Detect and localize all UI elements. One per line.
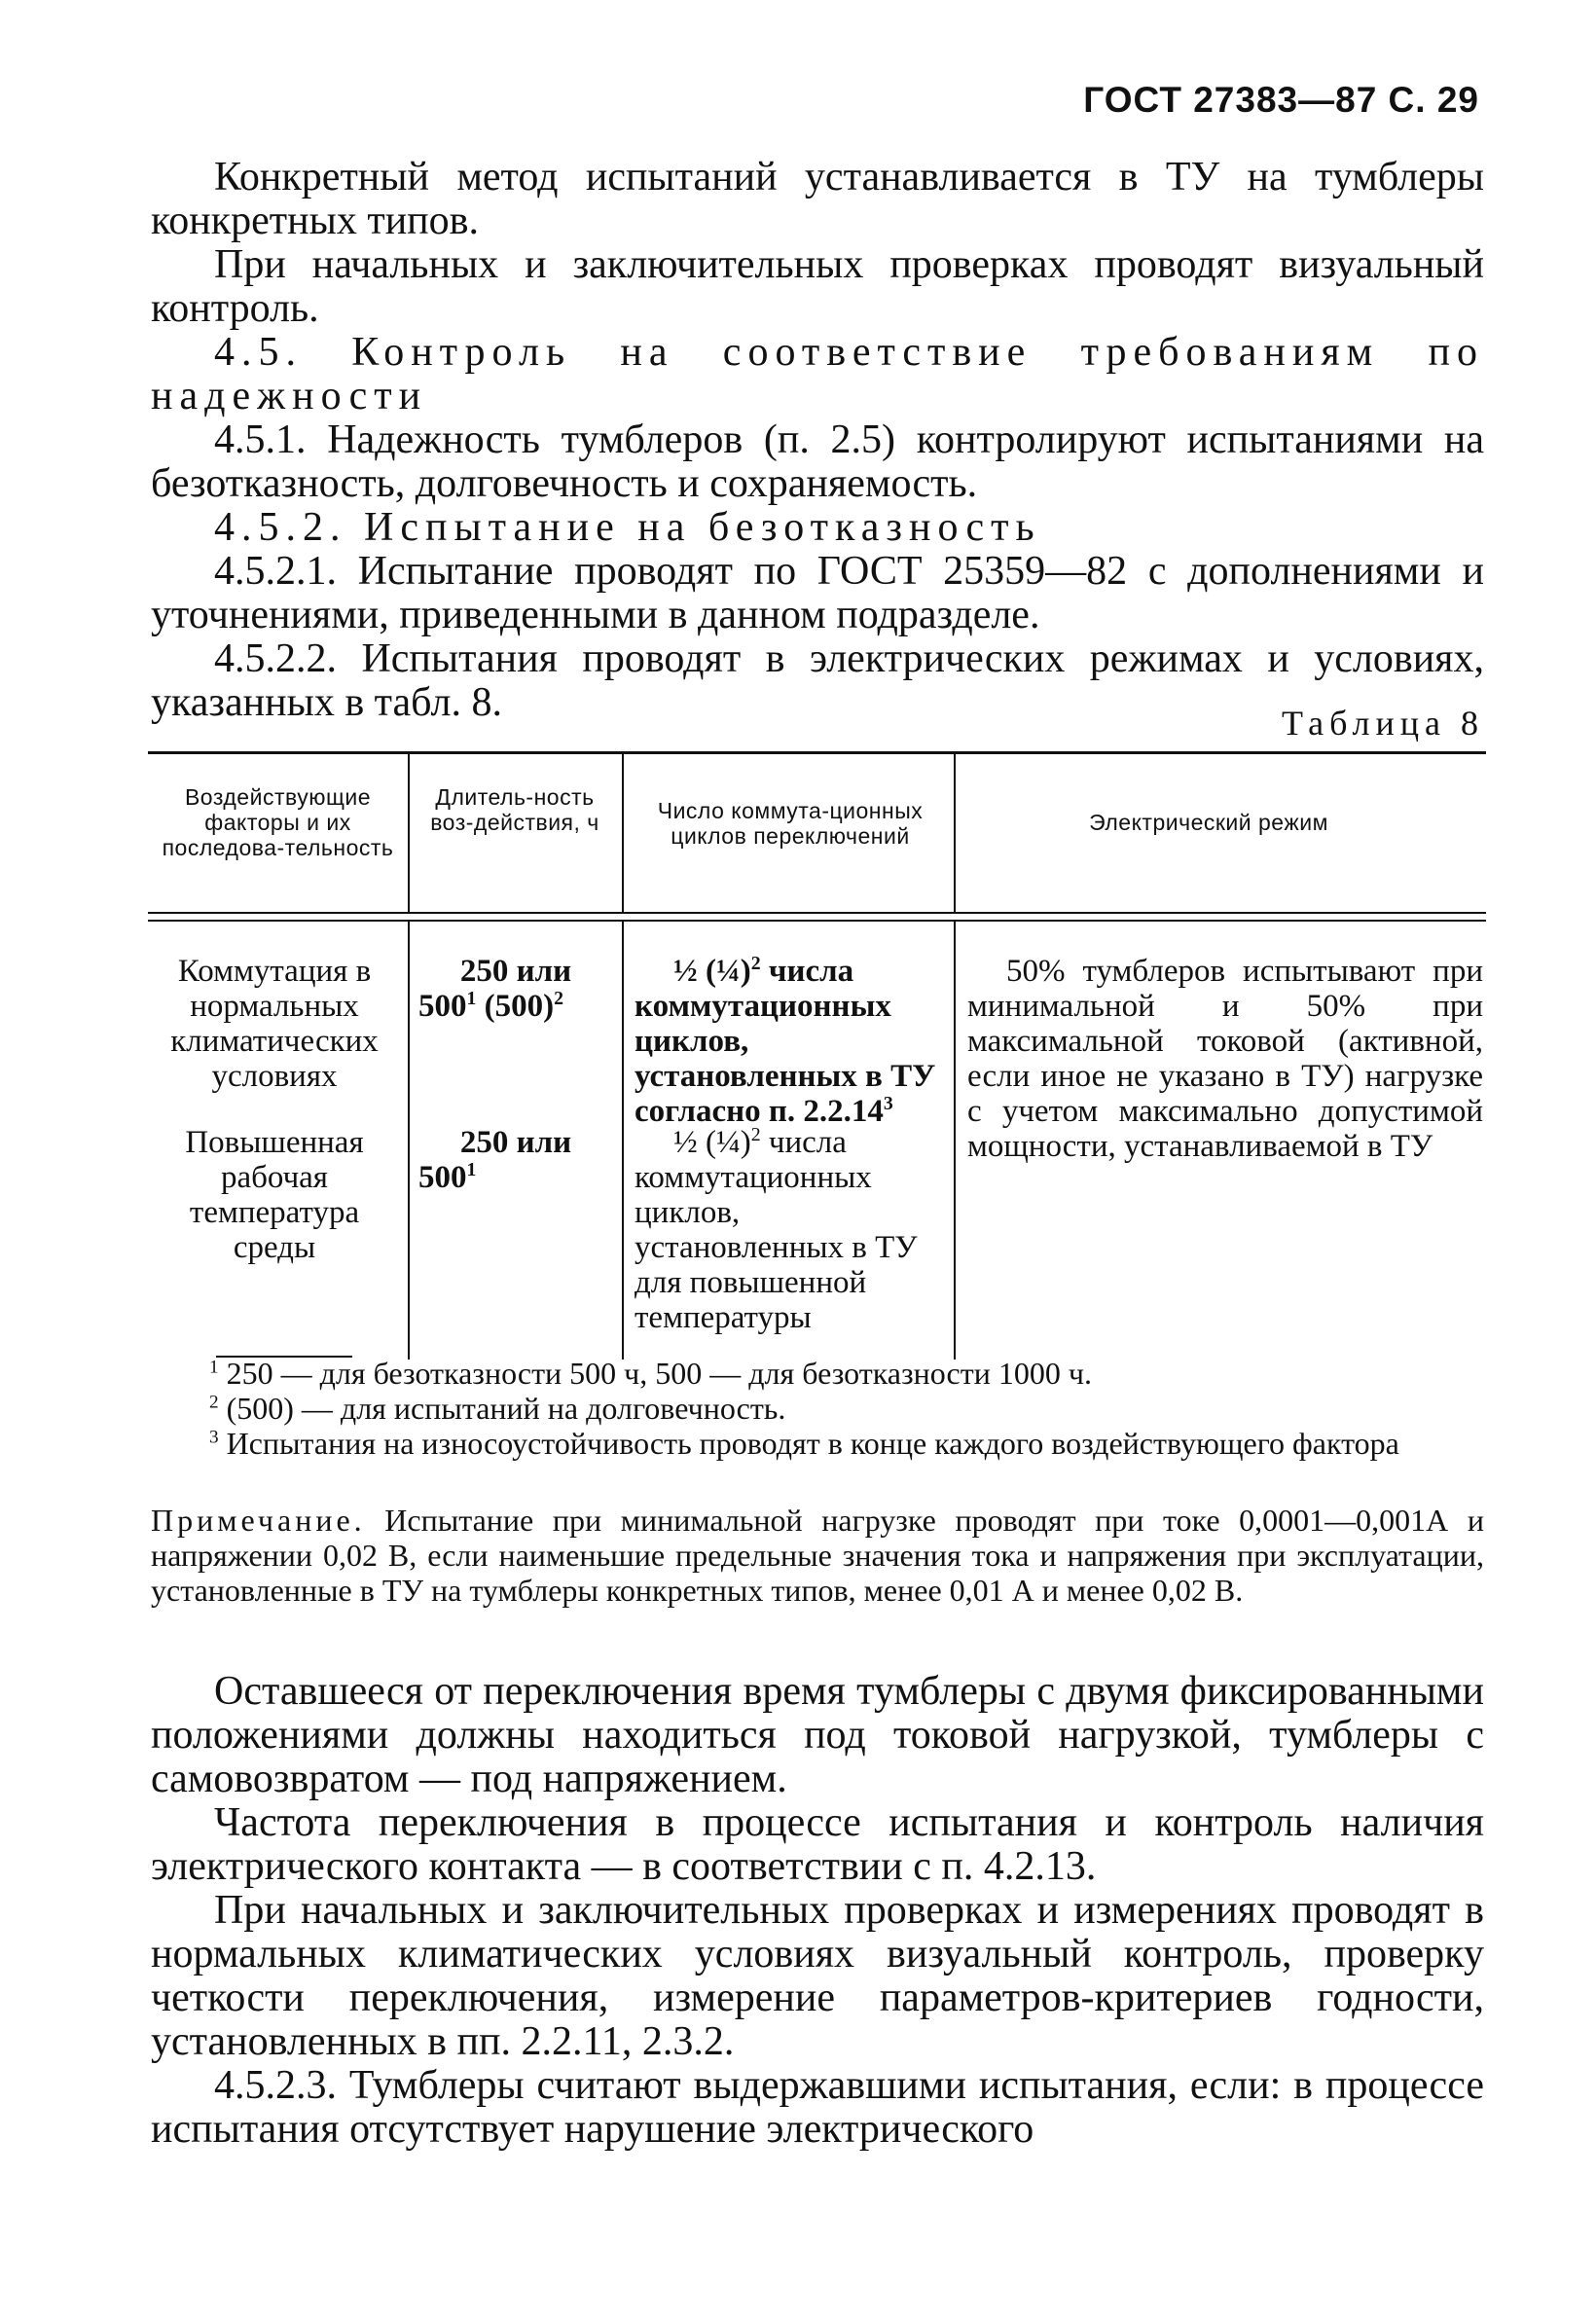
section-4-5-2-1: 4.5.2.1. Испытание проводят по ГОСТ 25359—82 с дополнениями и уточнениями, приведенными в данном подразделе.	[151, 549, 1484, 637]
col-divider-1-head	[408, 751, 410, 912]
header-duration: Длитель-ность воз-действия, ч	[430, 784, 599, 835]
footnote-3-text: Испытания на износоустойчивость проводят в конце каждого воздействующего фактора	[218, 1426, 1399, 1461]
footnote-1-num: 1	[209, 1357, 219, 1378]
row2-cycles-text: числа коммутационных циклов, установленных в ТУ для повышенной температуры	[635, 1125, 918, 1335]
header-cycles: Число коммута-ционных циклов переключений	[657, 798, 924, 849]
paragraph-initial-checks: При начальных и заключительных проверках и измерениях проводят в нормальных климатических условиях визуальный контроль, проверку четкости переключения, измерение параметров-критериев годности, установленных в пп. 2.2.11, 2.3.2.	[151, 1888, 1484, 2064]
paragraph-method: Конкретный метод испытаний устанавливается в ТУ на тумблеры конкретных типов.	[151, 155, 1484, 243]
section-4-5-title: 4.5. Контроль на соответствие требованиям по надежности	[151, 330, 1484, 418]
header-factors: Воздействующие факторы и их последова-тельность	[162, 784, 394, 860]
note-text: Испытание при минимальной нагрузке проводят при токе 0,0001—0,001А и напряжении 0,02 В, если наименьшие предельные значения тока и напряжения при эксплуатации, установленные в ТУ на тумблеры конкретных типов, менее 0,01 А и менее 0,02 В.	[151, 1503, 1484, 1608]
row2-duration-sup1: 1	[466, 1159, 477, 1180]
row2-duration	[418, 1125, 613, 1195]
footnote-2-num: 2	[209, 1392, 219, 1413]
row2-cycles	[635, 1125, 946, 1335]
table-header-rule-1	[148, 912, 1486, 914]
col-divider-3-head	[954, 751, 956, 912]
row2-cycles-sup: 2	[750, 1124, 761, 1145]
footnote-1	[151, 1356, 1484, 1391]
intro-text	[151, 156, 1484, 725]
row1-duration-b	[418, 989, 613, 1024]
header-mode: Электрический режим	[1089, 810, 1328, 835]
footnote-2-text: (500) — для испытаний на долговечность.	[218, 1391, 786, 1426]
col-divider-2	[622, 922, 624, 1360]
note-paragraph	[151, 1503, 1484, 1608]
row1-factor: Коммутация в нормальных климатических условиях	[170, 954, 379, 1094]
row2-duration-b	[418, 1160, 613, 1195]
row1-mode: 50% тумблеров испытывают при минимальной и 50% при максимальной токовой (активной, если иное не указано в ТУ) нагрузке с учетом максимально допустимой мощности, устанавливаемой в ТУ	[967, 954, 1483, 1164]
row2-duration-500: 500	[418, 1160, 467, 1195]
footnote-1-text: 250 — для безотказности 500 ч, 500 — для безотказности 1000 ч.	[218, 1356, 1092, 1391]
row2-cycles-frac: ½ (¼)	[673, 1125, 751, 1160]
row2-factor: Повышенная рабочая температура среды	[185, 1125, 364, 1265]
footnote-3-num: 3	[209, 1427, 219, 1448]
note-label: Примечание.	[151, 1503, 366, 1538]
section-4-5-2-2: 4.5.2.2. Испытания проводят в электрических режимах и условиях, указанных в табл. 8.	[151, 636, 1484, 725]
paragraph-checks: При начальных и заключительных проверках проводят визуальный контроль.	[151, 242, 1484, 331]
row1-duration	[418, 954, 613, 1024]
row1-duration-sup1: 1	[466, 988, 477, 1009]
row1-cycles-sup: 2	[750, 953, 761, 974]
row1-cycles-text: числа коммутационных циклов, установленных в ТУ согласно п. 2.2.14	[635, 954, 936, 1129]
row1-duration-500: 500	[418, 989, 467, 1024]
paragraph-remaining-time: Оставшееся от переключения время тумблеры с двумя фиксированными положениями должны находиться под токовой нагрузкой, тумблеры с самовозвратом — под напряжением.	[151, 1669, 1484, 1801]
row2-duration-a: 250 или	[459, 1125, 572, 1160]
closing-text	[151, 1670, 1484, 2152]
section-4-5-2-3: 4.5.2.3. Тумблеры считают выдержавшими испытания, если: в процессе испытания отсутствует нарушение электрического	[151, 2063, 1484, 2152]
paragraph-frequency: Частота переключения в процессе испытания и контроль наличия электрического контакта — в соответствии с п. 4.2.13.	[151, 1800, 1484, 1889]
table-header-rule-2	[148, 920, 1486, 922]
row1-duration-a: 250 или	[459, 954, 572, 989]
col-divider-1	[408, 922, 410, 1360]
footnote-2	[151, 1391, 1484, 1426]
col-divider-3	[954, 922, 956, 1360]
section-4-5-1: 4.5.1. Надежность тумблеров (п. 2.5) контролируют испытаниями на безотказность, долговечность и сохраняемость.	[151, 417, 1484, 506]
page-header: ГОСТ 27383—87 С. 29	[1083, 80, 1479, 120]
row1-cycles	[635, 954, 946, 1129]
row1-cycles-frac: ½ (¼)	[673, 954, 751, 989]
col-divider-2-head	[622, 751, 624, 912]
footnote-3	[151, 1426, 1484, 1461]
row1-cycles-sup2: 3	[883, 1093, 893, 1114]
table-caption: Таблица 8	[1282, 704, 1484, 743]
row1-duration-sup2: 2	[554, 988, 564, 1009]
row1-duration-c: (500)	[476, 989, 555, 1024]
section-4-5-2-title: 4.5.2. Испытание на безотказность	[214, 505, 1041, 550]
table-top-rule	[148, 751, 1486, 754]
table-8	[148, 751, 1486, 1360]
table-note	[151, 1503, 1484, 1608]
footnotes	[151, 1356, 1484, 1461]
